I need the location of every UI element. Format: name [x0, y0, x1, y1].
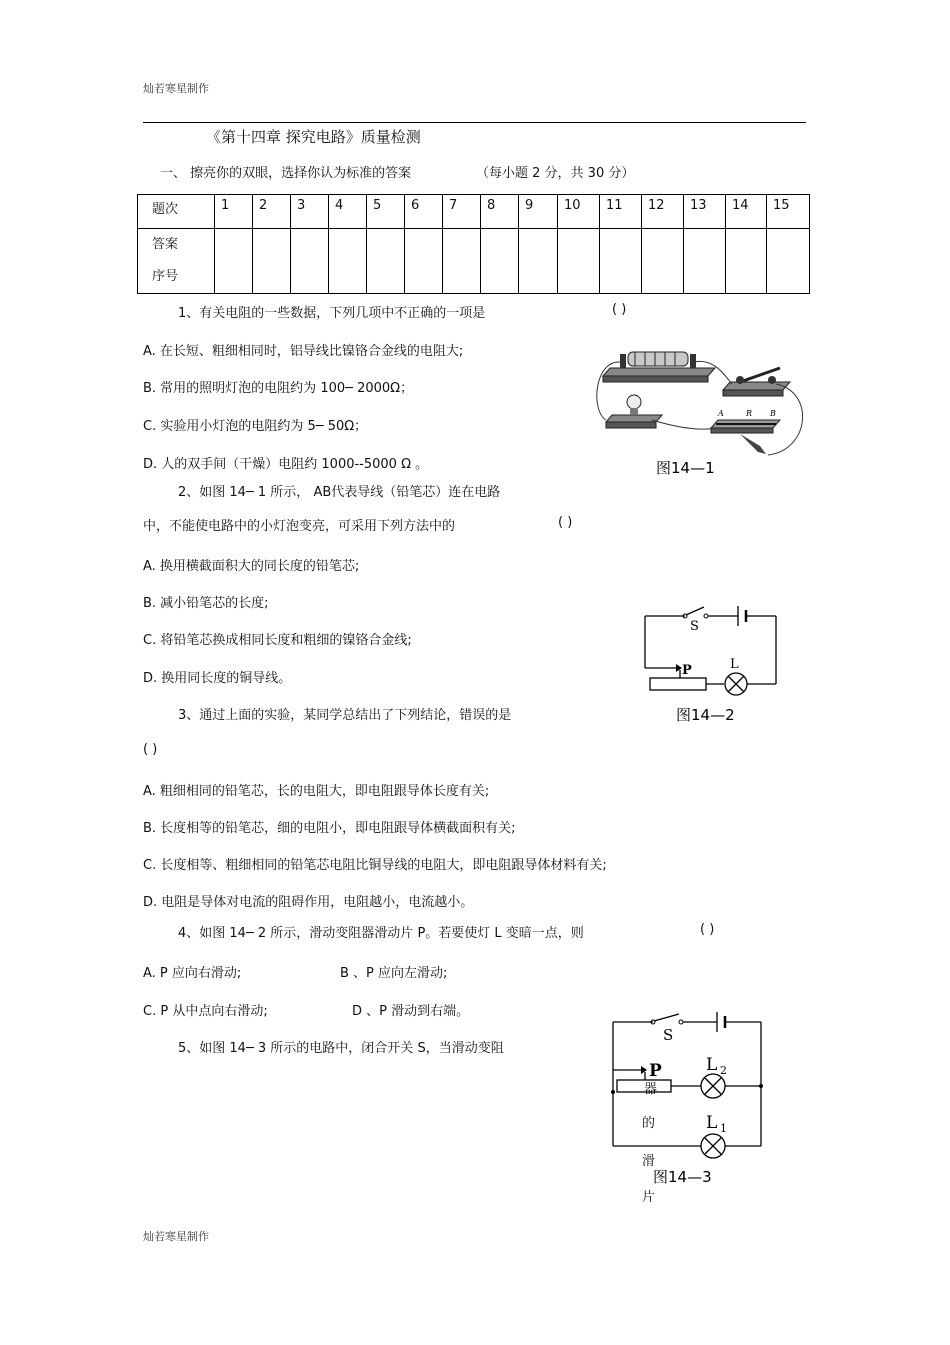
- q4-paren: ( ): [700, 922, 715, 937]
- q1-stem: 1、有关电阻的一些数据，下列几项中不正确的一项是: [178, 306, 486, 321]
- q2-option-d: D. 换用同长度的铜导线。: [143, 671, 292, 686]
- answer-cell[interactable]: [481, 229, 519, 294]
- table-cell-number: 3: [291, 195, 329, 229]
- q5-stem: 5、如图 14─ 3 所示的电路中，闭合开关 S，当滑动变阻: [178, 1041, 504, 1056]
- q3-option-b: B. 长度相等的铅笔芯，细的电阻小，即电阻跟导体横截面积有关;: [143, 821, 516, 836]
- table-cell-label: 题次: [138, 195, 215, 229]
- fig1-label-a: A: [718, 409, 724, 418]
- q5-overflow-char: 器: [644, 1082, 658, 1097]
- table-cell-number: 9: [519, 195, 558, 229]
- fig2-caption: 图14—2: [676, 706, 735, 724]
- answer-cell[interactable]: [367, 229, 405, 294]
- answer-label-b: 序号: [152, 269, 179, 284]
- q2-stem-2: 中，不能使电路中的小灯泡变亮，可采用下列方法中的: [143, 519, 456, 534]
- fig2-lamp-label: L: [730, 657, 739, 672]
- table-cell-number: 12: [642, 195, 684, 229]
- q2-stem-1: 2、如图 14─ 1 所示， AB代表导线（铅笔芯）连在电路: [178, 485, 501, 500]
- q4-stem: 4、如图 14─ 2 所示，滑动变阻器滑动片 P。若要使灯 L 变暗一点，则: [178, 926, 584, 941]
- q1-paren: ( ): [612, 302, 627, 317]
- table-cell-number: 4: [329, 195, 367, 229]
- fig1-label-r: R: [746, 409, 753, 418]
- answer-cell[interactable]: [519, 229, 558, 294]
- q4-option-b: B 、P 应向左滑动;: [340, 966, 448, 981]
- table-cell-number: 11: [600, 195, 642, 229]
- q4-option-a: A. P 应向右滑动;: [143, 966, 242, 981]
- figure-14-2: [640, 598, 785, 726]
- answer-label-a: 答案: [152, 237, 179, 252]
- fig3-caption: 图14—3: [653, 1168, 712, 1186]
- table-cell-number: 13: [684, 195, 726, 229]
- table-cell-number: 6: [405, 195, 443, 229]
- q5-overflow-char: 滑: [642, 1154, 656, 1169]
- fig3-switch-label: S: [663, 1026, 674, 1044]
- table-cell-number: 5: [367, 195, 405, 229]
- answer-cell[interactable]: [600, 229, 642, 294]
- q3-option-c: C. 长度相等、粗细相同的铅笔芯电阻比铜导线的电阻大，即电阻跟导体材料有关;: [143, 858, 607, 873]
- answer-cell[interactable]: [642, 229, 684, 294]
- answer-cell[interactable]: [443, 229, 481, 294]
- header-maker: 灿若寒星制作: [143, 82, 209, 95]
- answer-cell[interactable]: [684, 229, 726, 294]
- answer-cell[interactable]: [726, 229, 767, 294]
- table-cell-number: 14: [726, 195, 767, 229]
- table-cell-number: 1: [215, 195, 253, 229]
- fig1-label-b: B: [770, 409, 776, 418]
- table-row-answers: [138, 229, 810, 294]
- figure-14-3: [605, 1008, 775, 1186]
- fig3-lamp1-label: L: [706, 1113, 718, 1133]
- answer-cell[interactable]: [405, 229, 443, 294]
- fig2-slider-label: P: [682, 663, 692, 678]
- fig3-lamp2-sub: 2: [720, 1064, 727, 1077]
- answer-table: [137, 194, 810, 294]
- answer-cell[interactable]: [215, 229, 253, 294]
- table-cell-answer-label: [138, 229, 215, 294]
- answer-cell[interactable]: [558, 229, 600, 294]
- answer-cell[interactable]: [253, 229, 291, 294]
- fig2-switch-label: S: [690, 619, 699, 634]
- table-cell-number: 8: [481, 195, 519, 229]
- fig3-lamp2-label: L: [706, 1055, 718, 1075]
- section1-label: 一、 擦亮你的双眼，选择你认为标准的答案: [160, 166, 412, 181]
- q1-option-b: B. 常用的照明灯泡的电阻约为 100─ 2000Ω；: [143, 381, 414, 396]
- answer-cell[interactable]: [291, 229, 329, 294]
- page-title: 《第十四章 探究电路》质量检测: [206, 128, 421, 146]
- fig1-caption: 图14—1: [656, 459, 715, 477]
- q4-option-d: D 、P 滑动到右端。: [352, 1004, 470, 1019]
- q5-overflow-char: 片: [642, 1190, 656, 1205]
- q5-overflow-char: 的: [642, 1116, 656, 1131]
- table-cell-number: 2: [253, 195, 291, 229]
- answer-cell[interactable]: [329, 229, 367, 294]
- table-cell-number: 7: [443, 195, 481, 229]
- fig3-lamp1-sub: 1: [720, 1122, 727, 1135]
- table-cell-number: 10: [558, 195, 600, 229]
- table-row-numbers: [138, 195, 810, 229]
- footer-maker: 灿若寒星制作: [143, 1230, 209, 1243]
- q3-stem: 3、通过上面的实验，某同学总结出了下列结论，错误的是: [178, 708, 512, 723]
- q4-option-c: C. P 从中点向右滑动;: [143, 1004, 268, 1019]
- header-rule: [143, 122, 806, 123]
- q2-option-a: A. 换用横截面积大的同长度的铅笔芯;: [143, 559, 360, 574]
- q2-option-b: B. 减小铅笔芯的长度;: [143, 596, 269, 611]
- answer-cell[interactable]: [767, 229, 810, 294]
- figure-14-1: [590, 340, 820, 480]
- q3-paren: ( ): [143, 742, 158, 757]
- q1-option-a: A. 在长短、粗细相同时，铝导线比镍铬合金线的电阻大;: [143, 344, 464, 359]
- fig3-slider-label: P: [649, 1061, 662, 1081]
- q2-paren: ( ): [558, 515, 573, 530]
- q3-option-d: D. 电阻是导体对电流的阻碍作用，电阻越小，电流越小。: [143, 895, 474, 910]
- q2-option-c: C. 将铅笔芯换成相同长度和粗细的镍铬合金线;: [143, 633, 412, 648]
- table-cell-number: 15: [767, 195, 810, 229]
- q1-option-d: D. 人的双手间（干燥）电阻约 1000--5000 Ω 。: [143, 457, 429, 472]
- section1-points: （每小题 2 分，共 30 分）: [476, 166, 635, 181]
- q3-option-a: A. 粗细相同的铅笔芯，长的电阻大，即电阻跟导体长度有关;: [143, 784, 490, 799]
- q1-option-c: C. 实验用小灯泡的电阻约为 5─ 50Ω；: [143, 419, 368, 434]
